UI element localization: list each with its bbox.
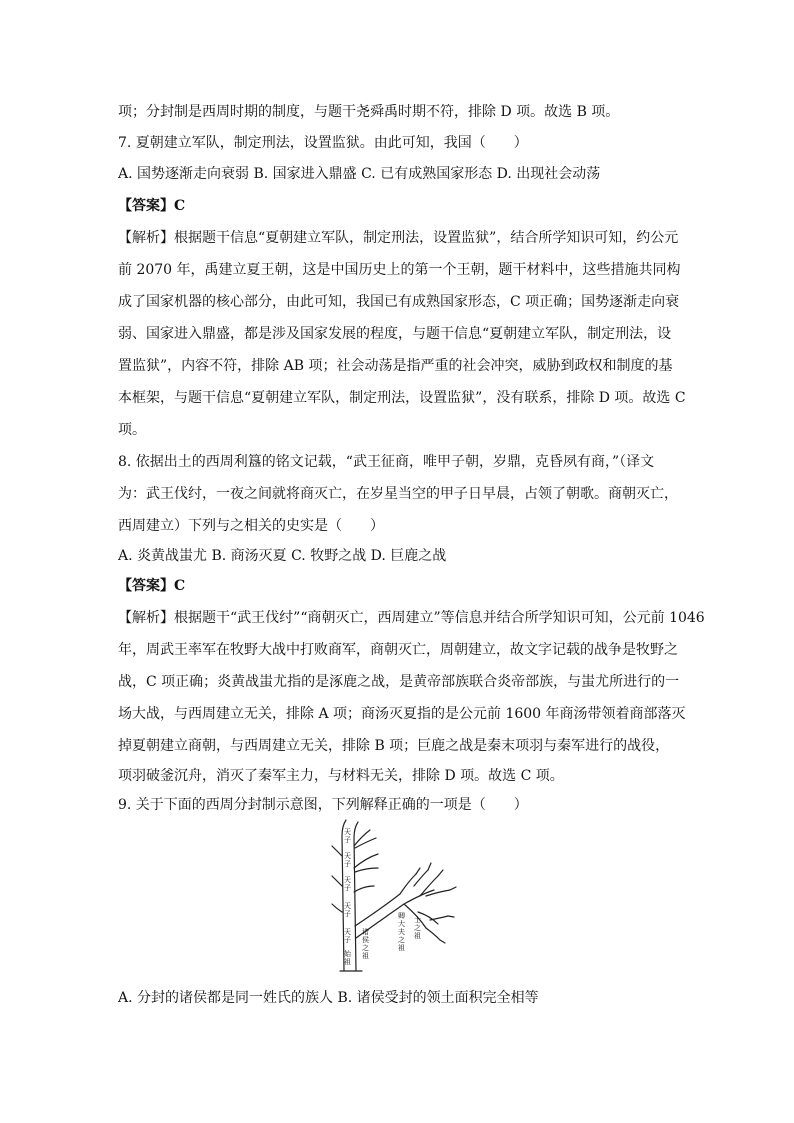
svg-text:始: 始 xyxy=(344,950,351,958)
text-line: 年，周武王率军在牧野大战中打败商军，商朝灭亡，周朝建立，故文字记载的战争是牧野之 xyxy=(118,642,678,658)
text-line: 成了国家机器的核心部分，由此可知，我国已有成熟国家形态，C 项正确；国势逐渐走向衰 xyxy=(118,294,680,310)
text-line: 战，C 项正确；炎黄战蚩尤指的是涿鹿之战，是黄帝部族联合炎帝部族，与蚩尤所进行的一 xyxy=(118,674,680,690)
svg-text:天: 天 xyxy=(344,876,351,884)
question-9-options: A. 分封的诸侯都是同一姓氏的族人 B. 诸侯受封的领土面积完全相等 xyxy=(118,990,539,1006)
svg-text:夫: 夫 xyxy=(398,928,405,936)
question-8-stem: 8. 依据出土的西周利簋的铭文记载，“武王征商，唯甲子朝，岁鼎，克昏夙有商，”（译文 xyxy=(118,454,655,470)
text-line: 掉夏朝建立商朝，与西周建立无关，排除 B 项；巨鹿之战是秦末项羽与秦军进行的战役， xyxy=(118,738,670,754)
svg-text:卿: 卿 xyxy=(398,912,405,920)
text-line: 项。 xyxy=(118,422,146,438)
text-line: 置监狱”，内容不符，排除 AB 项；社会动荡是指严重的社会冲突，威胁到政权和制度的基 xyxy=(118,358,673,374)
text-line: 项羽破釜沉舟，消灭了秦军主力，与材料无关，排除 D 项。故选 C 项。 xyxy=(118,768,564,784)
svg-text:士: 士 xyxy=(414,916,421,924)
question-8-analysis: 【解析】根据题干“武王伐纣”“商朝灭亡，西周建立”等信息并结合所学知识可知，公元前 1046 xyxy=(118,610,705,626)
svg-text:侯: 侯 xyxy=(362,936,369,944)
svg-text:天: 天 xyxy=(344,928,351,936)
svg-text:之: 之 xyxy=(414,924,421,932)
svg-text:天: 天 xyxy=(344,828,351,836)
svg-text:大: 大 xyxy=(398,920,405,928)
svg-text:祖: 祖 xyxy=(414,932,421,940)
text-line: 项；分封制是西周时期的制度，与题干尧舜禹时期不符，排除 D 项。故选 B 项。 xyxy=(118,104,620,120)
question-8-options: A. 炎黄战蚩尤 B. 商汤灭夏 C. 牧野之战 D. 巨鹿之战 xyxy=(118,548,447,564)
svg-text:祖: 祖 xyxy=(344,958,351,966)
svg-text:祖: 祖 xyxy=(398,944,405,952)
svg-text:之: 之 xyxy=(362,944,369,952)
question-7-stem: 7. 夏朝建立军队，制定刑法，设置监狱。由此可知，我国（ ） xyxy=(118,135,528,151)
text-line: 前 2070 年，禹建立夏王朝，这是中国历史上的第一个王朝，题干材料中，这些措施共同构 xyxy=(118,262,681,278)
svg-text:诸: 诸 xyxy=(362,928,369,936)
text-line: 为：武王伐纣，一夜之间就将商灭亡，在岁星当空的甲子日早晨，占领了朝歌。商朝灭亡， xyxy=(118,486,678,502)
svg-text:子: 子 xyxy=(344,910,351,918)
text-line: 弱、国家进入鼎盛，都是涉及国家发展的程度，与题干信息“夏朝建立军队，制定刑法，设 xyxy=(118,326,672,342)
svg-text:之: 之 xyxy=(398,936,405,944)
svg-text:祖: 祖 xyxy=(362,952,369,960)
question-7-analysis: 【解析】根据题干信息“夏朝建立军队，制定刑法，设置监狱”，结合所学知识可知，约公元 xyxy=(118,230,679,246)
svg-text:子: 子 xyxy=(344,936,351,944)
text-line: 本框架，与题干信息“夏朝建立军队，制定刑法，设置监狱”，没有联系，排除 D 项。故选 C xyxy=(118,390,686,406)
fief-system-tree-diagram xyxy=(322,816,472,976)
svg-text:子: 子 xyxy=(344,884,351,892)
question-7-answer: 【答案】C xyxy=(118,198,186,214)
svg-text:天: 天 xyxy=(344,902,351,910)
question-9-stem: 9. 关于下面的西周分封制示意图，下列解释正确的一项是（ ） xyxy=(118,797,528,813)
text-line: 场大战，与西周建立无关，排除 A 项；商汤灭夏指的是公元前 1600 年商汤带领着商部落灭 xyxy=(118,706,686,722)
question-7-options: A. 国势逐渐走向衰弱 B. 国家进入鼎盛 C. 已有成熟国家形态 D. 出现社会动荡 xyxy=(118,166,601,182)
svg-text:子: 子 xyxy=(344,836,351,844)
svg-text:子: 子 xyxy=(344,860,351,868)
question-8-answer: 【答案】C xyxy=(118,578,186,594)
svg-text:天: 天 xyxy=(344,852,351,860)
text-line: 西周建立）下列与之相关的史实是（ ） xyxy=(118,518,384,534)
